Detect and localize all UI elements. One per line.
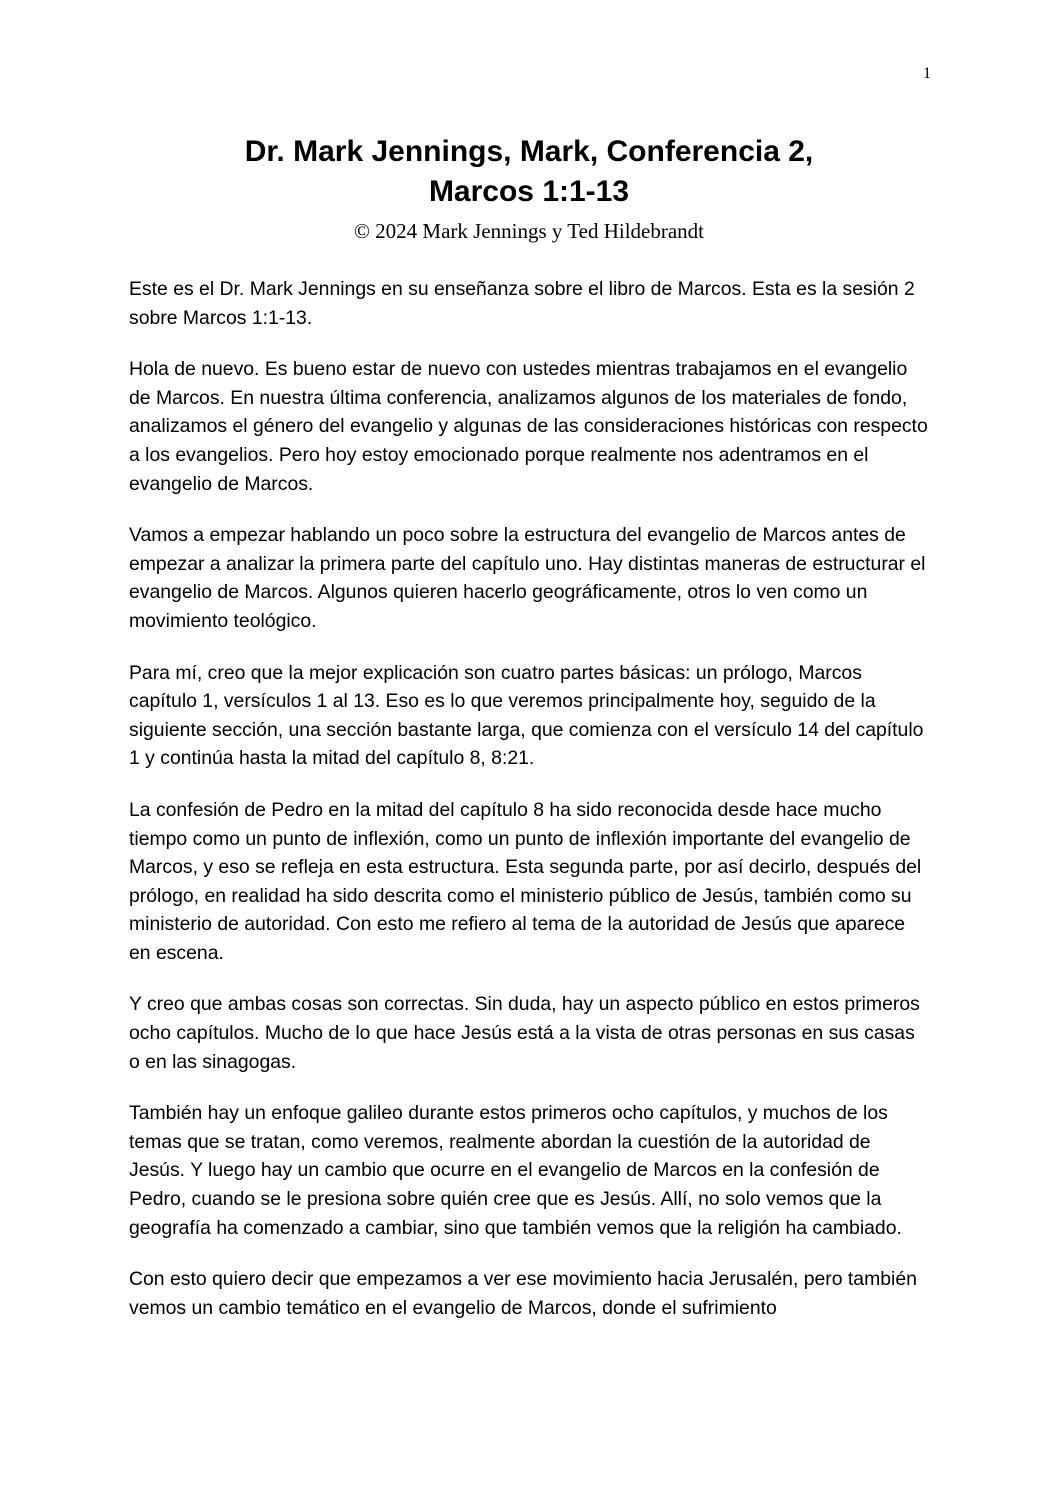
document-header: [0, 132, 1058, 244]
paragraph: Y creo que ambas cosas son correctas. Sin duda, hay un aspecto público en estos primeros ocho capítulos. Mucho de lo que hace Jesús está a la vista de otras personas en sus casas o en las sinagogas.: [129, 993, 920, 1073]
paragraph: Vamos a empezar hablando un poco sobre la estructura del evangelio de Marcos antes de empezar a analizar la primera parte del capítulo uno. Hay distintas maneras de estructurar el evangelio de Marcos. Algunos quieren hacerlo geográficamente, otros lo ven como un movimiento teológico.: [129, 524, 926, 632]
paragraph: Este es el Dr. Mark Jennings en su enseñanza sobre el libro de Marcos. Esta es la sesión 2 sobre Marcos 1:1-13.: [129, 278, 915, 329]
document-title: [0, 132, 1058, 212]
paragraph: También hay un enfoque galileo durante estos primeros ocho capítulos, y muchos de los temas que se tratan, como veremos, realmente abordan la cuestión de la autoridad de Jesús. Y luego hay un cambio que ocurre en el evangelio de Marcos en la confesión de Pedro, cuando se le presiona sobre quién cree que es Jesús. Allí, no solo vemos que la geografía ha comenzado a cambiar, sino que también vemos que la religión ha cambiado.: [129, 1102, 902, 1239]
paragraph: Con esto quiero decir que empezamos a ver ese movimiento hacia Jerusalén, pero también vemos un cambio temático en el evangelio de Marcos, donde el sufrimiento: [129, 1268, 917, 1319]
copyright-line: © 2024 Mark Jennings y Ted Hildebrandt: [353, 219, 705, 243]
document-body: [129, 275, 929, 1345]
paragraph: La confesión de Pedro en la mitad del capítulo 8 ha sido reconocida desde hace mucho tiempo como un punto de inflexión, como un punto de inflexión importante del evangelio de Marcos, y eso se refleja en esta estructura. Esta segunda parte, por así decirlo, después del prólogo, en realidad ha sido descrita como el ministerio público de Jesús, también como su ministerio de autoridad. Con esto me refiero al tema de la autoridad de Jesús que aparece en escena.: [129, 798, 922, 964]
title-line-1: Dr. Mark Jennings, Mark, Conferencia 2,: [244, 135, 814, 168]
title-line-2: Marcos 1:1-13: [428, 175, 630, 208]
paragraph: Hola de nuevo. Es bueno estar de nuevo con ustedes mientras trabajamos en el evangelio de Marcos. En nuestra última conferencia, analizamos algunos de los materiales de fondo, analizamos el género del evangelio y algunas de las consideraciones históricas con respecto a los evangelios. Pero hoy estoy emocionado porque realmente nos adentramos en el evangelio de Marcos.: [129, 358, 928, 495]
page-number: 1: [923, 65, 931, 82]
paragraph: Para mí, creo que la mejor explicación son cuatro partes básicas: un prólogo, Marcos capítulo 1, versículos 1 al 13. Eso es lo que veremos principalmente hoy, seguido de la siguiente sección, una sección bastante larga, que comienza con el versículo 14 del capítulo 1 y continúa hasta la mitad del capítulo 8, 8:21.: [129, 661, 924, 770]
